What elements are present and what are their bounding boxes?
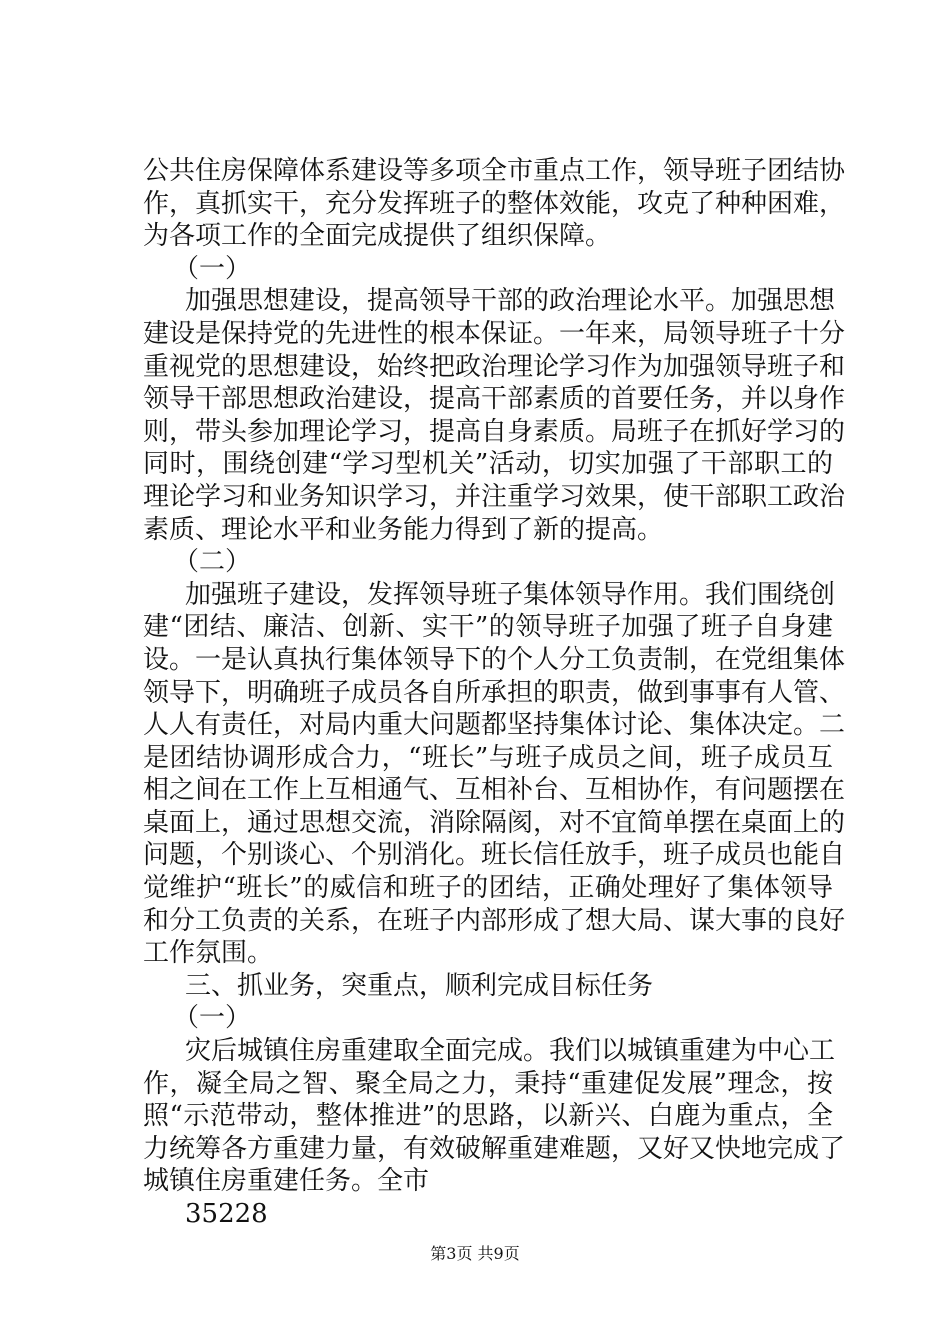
text-line: 建“团结、廉洁、创新、实干”的领导班子加强了班子自身建 [143,612,833,643]
text-line: 力统筹各方重建力量，有效破解重建难题，又好又快地完成了 [143,1133,846,1164]
text-line: 35228 [185,1199,268,1229]
section-heading-line: （一） [173,253,252,284]
text-line: 觉维护“班长”的威信和班子的团结，正确处理好了集体领导 [143,873,833,904]
page-footer: 第3页 共9页 [430,1244,520,1263]
text-line: 相之间在工作上互相通气、互相补台、互相协作，有问题摆在 [143,775,846,806]
text-line: 为各项工作的全面完成提供了组织保障。 [143,221,612,252]
text-line: 加强思想建设，提高领导干部的政治理论水平。加强思想 [185,286,836,317]
text-line: 素质、理论水平和业务能力得到了新的提高。 [143,514,664,545]
text-line: 公共住房保障体系建设等多项全市重点工作，领导班子团结协 [143,156,846,186]
text-line: 领导下，明确班子成员各自所承担的职责，做到事事有人管、 [143,677,846,708]
section-heading-line: （一） [173,1003,252,1034]
text-line: 加强班子建设，发挥领导班子集体领导作用。我们围绕创 [185,579,836,610]
text-line: 同时，围绕创建“学习型机关”活动，切实加强了干部职工的 [143,449,833,480]
text-line: 人人有责任，对局内重大问题都坚持集体讨论、集体决定。二 [143,710,846,741]
text-line: 城镇住房重建任务。全市 [143,1166,430,1197]
text-line: 理论学习和业务知识学习，并注重学习效果，使干部职工政治 [143,481,846,512]
text-line: 照“示范带动，整体推进”的思路，以新兴、白鹿为重点，全 [143,1101,833,1132]
text-line: 和分工负责的关系，在班子内部形成了想大局、谋大事的良好 [143,905,846,936]
text-line: 领导干部思想政治建设，提高干部素质的首要任务，并以身作 [143,384,846,415]
text-line: 建设是保持党的先进性的根本保证。一年来，局领导班子十分 [143,318,846,349]
text-line: 三、抓业务，突重点，顺利完成目标任务 [185,970,654,1001]
text-line: 桌面上，通过思想交流，消除隔阂，对不宜简单摆在桌面上的 [143,807,846,838]
text-line: 问题，个别谈心、个别消化。班长信任放手，班子成员也能自 [143,840,846,871]
document-body [143,155,846,1231]
text-line: 灾后城镇住房重建取全面完成。我们以城镇重建为中心工 [185,1036,836,1067]
text-line: 工作氛围。 [143,938,274,969]
text-line: 是团结协调形成合力，“班长”与班子成员之间，班子成员互 [143,742,833,773]
text-line: 重视党的思想建设，始终把政治理论学习作为加强领导班子和 [143,351,846,382]
text-line: 设。一是认真执行集体领导下的个人分工负责制，在党组集体 [143,644,846,675]
text-line: 则，带头参加理论学习，提高自身素质。局班子在抓好学习的 [143,416,846,447]
section-heading-line: （二） [173,547,252,578]
text-line: 作，凝全局之智、聚全局之力，秉持“重建促发展”理念，按 [143,1068,833,1099]
text-line: 作，真抓实干，充分发挥班子的整体效能，攻克了种种困难， [143,188,846,219]
